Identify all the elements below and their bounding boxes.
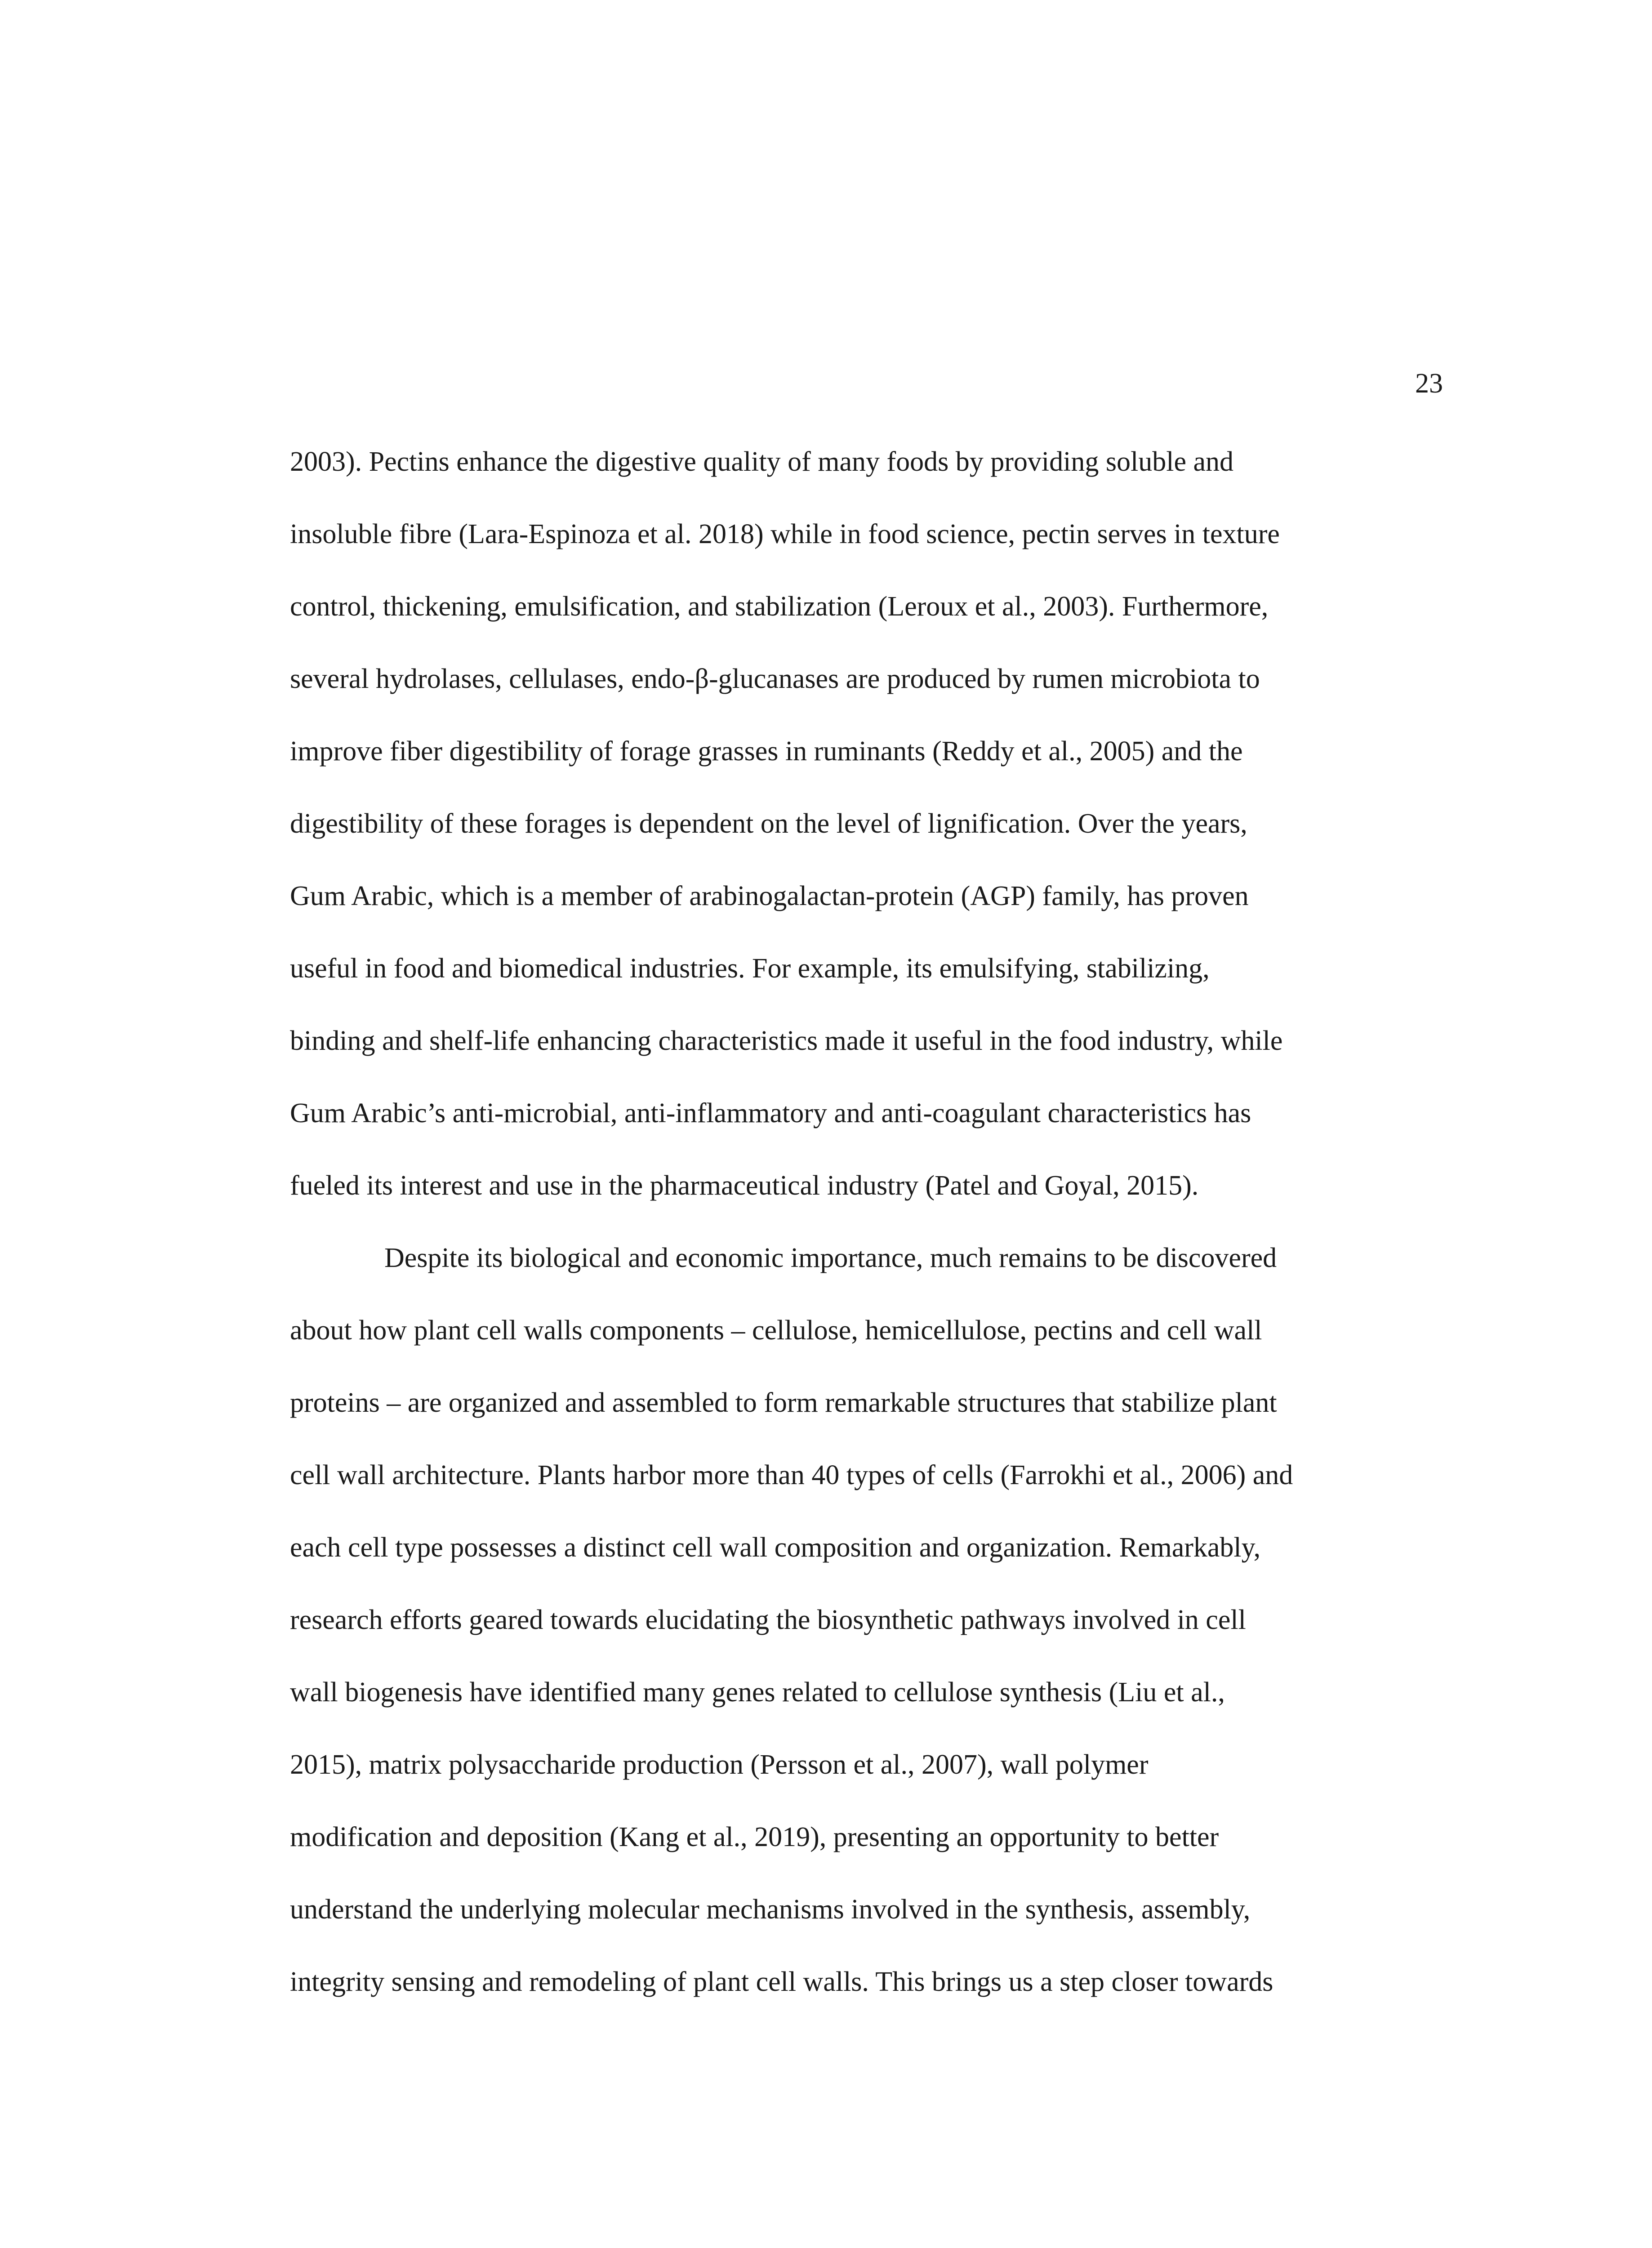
text-line: wall biogenesis have identified many genes related to cellulose synthesis (Liu et al., xyxy=(290,1677,1225,1708)
text-line: 2015), matrix polysaccharide production (Persson et al., 2007), wall polymer xyxy=(290,1749,1149,1780)
text-line: digestibility of these forages is dependent on the level of lignification. Over the years, xyxy=(290,808,1247,839)
text-line: modification and deposition (Kang et al., 2019), presenting an opportunity to better xyxy=(290,1822,1219,1852)
text-line: useful in food and biomedical industries. For example, its emulsifying, stabilizing, xyxy=(290,953,1210,984)
text-line: Gum Arabic, which is a member of arabinogalactan-protein (AGP) family, has proven xyxy=(290,881,1249,911)
text-line: proteins – are organized and assembled to form remarkable structures that stabilize plant xyxy=(290,1387,1277,1418)
page-number: 23 xyxy=(1415,368,1443,399)
text-line: fueled its interest and use in the pharmaceutical industry (Patel and Goyal, 2015). xyxy=(290,1170,1199,1201)
text-line: several hydrolases, cellulases, endo-β-glucanases are produced by rumen microbiota to xyxy=(290,664,1260,694)
text-line: cell wall architecture. Plants harbor more than 40 types of cells (Farrokhi et al., 2006) and xyxy=(290,1460,1293,1490)
text-line: control, thickening, emulsification, and stabilization (Leroux et al., 2003). Furthermore, xyxy=(290,591,1269,622)
paragraph-first-line: Despite its biological and economic importance, much remains to be discovered xyxy=(384,1243,1277,1273)
text-line: improve fiber digestibility of forage grasses in ruminants (Reddy et al., 2005) and the xyxy=(290,736,1243,767)
text-line: Gum Arabic’s anti-microbial, anti-inflammatory and anti-coagulant characteristics has xyxy=(290,1098,1251,1128)
text-line: integrity sensing and remodeling of plant cell walls. This brings us a step closer towards xyxy=(290,1967,1274,1997)
text-line: each cell type possesses a distinct cell wall composition and organization. Remarkably, xyxy=(290,1532,1261,1563)
text-line: binding and shelf-life enhancing characteristics made it useful in the food industry, while xyxy=(290,1026,1283,1056)
text-line: research efforts geared towards elucidating the biosynthetic pathways involved in cell xyxy=(290,1605,1246,1635)
text-line: understand the underlying molecular mechanisms involved in the synthesis, assembly, xyxy=(290,1894,1251,1925)
text-line: 2003). Pectins enhance the digestive quality of many foods by providing soluble and xyxy=(290,446,1233,477)
text-line: insoluble fibre (Lara-Espinoza et al. 2018) while in food science, pectin serves in texture xyxy=(290,519,1280,549)
text-line: about how plant cell walls components – cellulose, hemicellulose, pectins and cell wall xyxy=(290,1315,1262,1346)
